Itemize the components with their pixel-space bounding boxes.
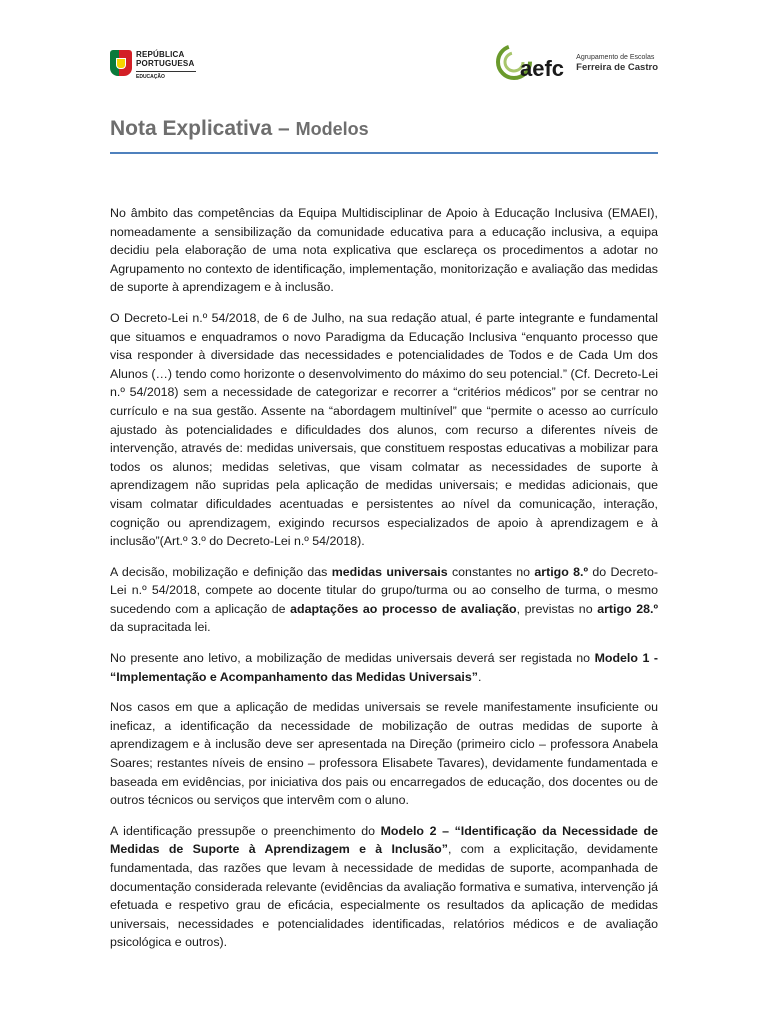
school-logo-line1: Agrupamento de Escolas	[576, 54, 655, 61]
gov-logo-divider	[136, 71, 196, 72]
title-underline	[110, 152, 658, 154]
gov-logo-line2: PORTUGUESA	[136, 59, 195, 68]
document-body	[110, 204, 658, 964]
portuguese-flag-emblem-icon	[110, 50, 132, 76]
school-logo-line2: Ferreira de Castro	[576, 62, 658, 73]
aefc-logo-icon	[494, 40, 570, 86]
paragraph-6: A identificação pressupõe o preenchimento do Modelo 2 – “Identificação da Necessidade de Medidas de Suporte à Aprendizagem e à Inclusão”, com a explicitação, devidamente fundamentada, das razões que levam à necessidade de medidas de suporte, acompanhada de documentação considerada relevante (evidências da avaliação formativa e sumativa, intervenção já efetuada e respetivo grau de eficácia, especialmente os resultados da aplicação de medidas universais, necessidades e potencialidades identificadas, relatórios médicos e de avaliação psicológica e outros).	[110, 823, 659, 950]
gov-logo-line1: REPÚBLICA	[136, 50, 185, 59]
svg-text:aefc: aefc	[520, 56, 565, 81]
school-logo	[494, 40, 658, 86]
republica-portuguesa-logo	[110, 50, 196, 80]
title-main: Nota Explicativa –	[110, 117, 296, 140]
paragraph-3: A decisão, mobilização e definição das medidas universais constantes no artigo 8.º do Decreto-Lei n.º 54/2018, compete ao docente titular do grupo/turma ou ao conselho de turma, o mesmo sucedendo com a aplicação de adaptações ao processo de avaliação, previstas no artigo 28.º da supracitada lei.	[110, 564, 658, 635]
paragraph-4: No presente ano letivo, a mobilização de medidas universais deverá ser registada no Modelo 1 - “Implementação e Acompanhamento das Medidas Universais”.	[110, 651, 659, 684]
gov-logo-line3: EDUCAÇÃO	[136, 74, 165, 80]
gov-logo-text	[136, 50, 196, 80]
document-title	[110, 117, 369, 141]
title-sub: Modelos	[295, 119, 369, 139]
paragraph-5: Nos casos em que a aplicação de medidas universais se revele manifestamente insuficiente ou ineficaz, a identificação da necessidade de mobilização de outras medidas de suporte à aprendizagem e à inclusão deve ser apresentada na Direção (primeiro ciclo – professora Anabela Soares; restantes níveis de ensino – professora Elisabete Tavares), devidamente fundamentada e baseada em evidências, por iniciativa dos pais ou encarregados de educação, dos docentes ou de outros técnicos ou serviços que intervêm com o aluno.	[110, 700, 658, 808]
paragraph-1: No âmbito das competências da Equipa Multidisciplinar de Apoio à Educação Inclusiva (EMAEI), nomeadamente a sensibilização da comunidade educativa para a educação inclusiva, a equipa decidiu pela elaboração de uma nota explicativa que esclareça os procedimentos a adotar no Agrupamento no contexto de identificação, implementação, monitorização e avaliação das medidas de suporte à aprendizagem e à inclusão.	[110, 206, 658, 295]
page-header	[110, 40, 658, 100]
paragraph-2: O Decreto-Lei n.º 54/2018, de 6 de Julho, na sua redação atual, é parte integrante e fundamental que situamos e enquadramos o novo Paradigma da Educação Inclusiva “enquanto processo que visa responder à diversidade das necessidades e potencialidades de Todos e de Cada Um dos Alunos (…) tendo como horizonte o desenvolvimento do máximo do seu potencial.” (Cf. Decreto-Lei n.º 54/2018) sem a necessidade de categorizar e recorrer a “critérios médicos” por se centrar no currículo e na sua gestão. Assente na “abordagem multinível” que “permite o acesso ao currículo ajustado às potencialidades e dificuldades dos alunos, com recurso a diferentes níveis de intervenção, através de: medidas universais, que constituem respostas educativas a mobilizar para todos os alunos; medidas seletivas, que visam colmatar as necessidades de suporte à aprendizagem não supridas pela aplicação de medidas universais; e medidas adicionais, que visam colmatar dificuldades acentuadas e persistentes ao nível da comunicação, interação, cognição ou aprendizagem, exigindo recursos especializados de apoio à aprendizagem e à inclusão”(Art.º 3.º do Decreto-Lei n.º 54/2018).	[110, 310, 658, 549]
school-logo-text	[576, 53, 658, 73]
